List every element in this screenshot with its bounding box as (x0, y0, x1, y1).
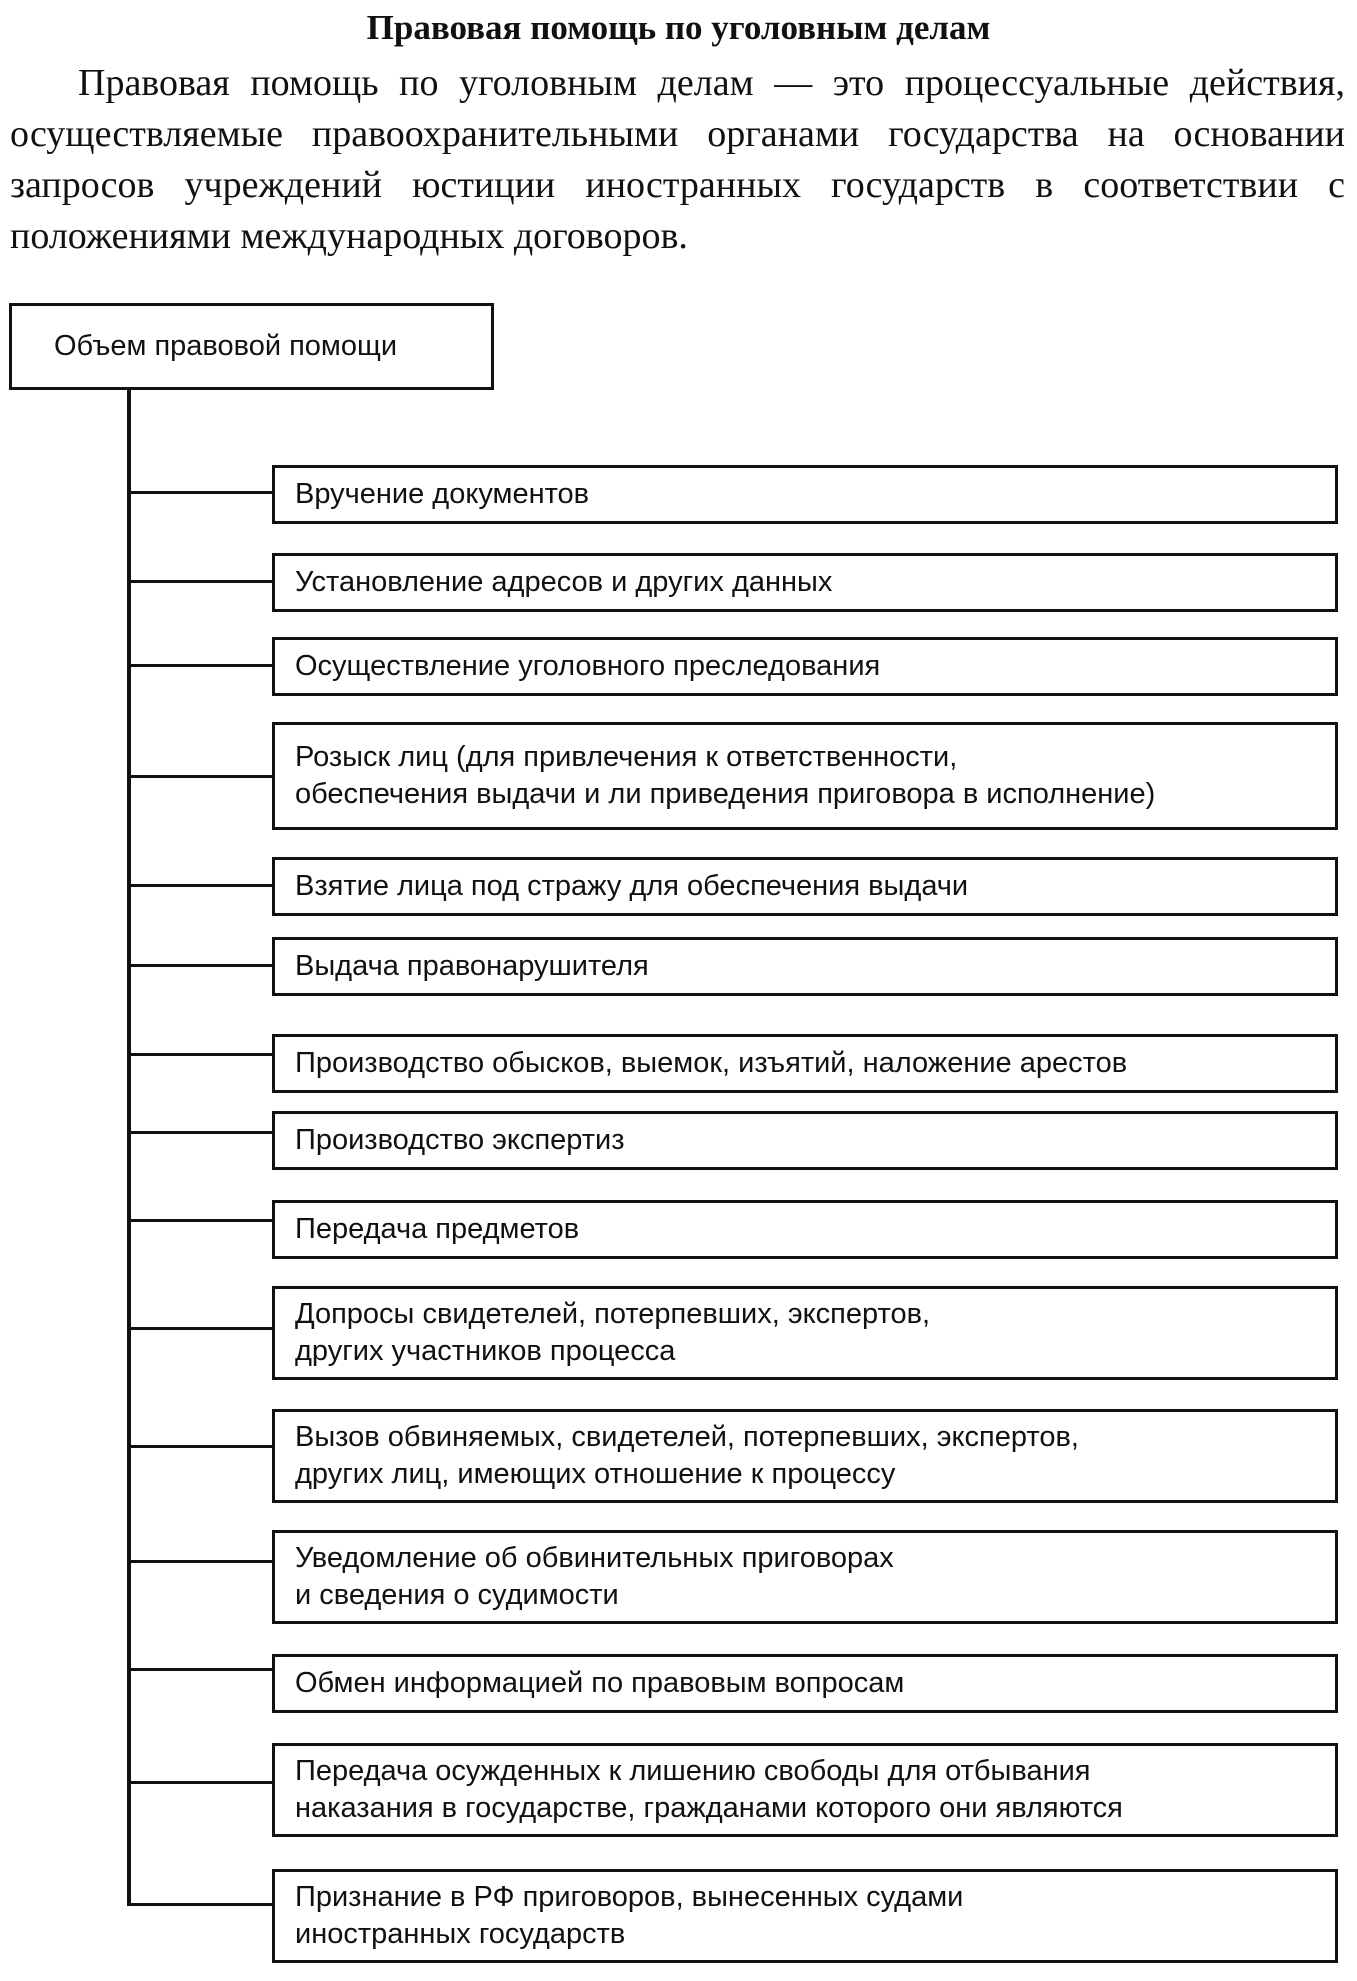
scope-item: Вызов обвиняемых, свидетелей, потерпевших, экспертов, других лиц, имеющих отношение к процессу (272, 1409, 1338, 1503)
root-box-label: Объем правовой помощи (54, 330, 398, 362)
scope-item: Передача осужденных к лишению свободы для отбывания наказания в государстве, гражданами которого они являются (272, 1743, 1338, 1837)
scope-item: Производство экспертиз (272, 1111, 1338, 1170)
scope-item: Розыск лиц (для привлечения к ответственности, обеспечения выдачи и ли приведения приговора в исполнение) (272, 722, 1338, 830)
connector (127, 1560, 275, 1563)
scope-item: Взятие лица под стражу для обеспечения выдачи (272, 857, 1338, 916)
connector (127, 884, 275, 887)
scope-item: Признание в РФ приговоров, вынесенных судами иностранных государств (272, 1869, 1338, 1963)
connector (127, 580, 275, 583)
connector (127, 1053, 275, 1056)
connector (127, 664, 275, 667)
scope-item: Выдача правонарушителя (272, 937, 1338, 996)
root-box (9, 303, 494, 390)
scope-item: Установление адресов и других данных (272, 553, 1338, 612)
connector (127, 1327, 275, 1330)
connector (127, 1668, 275, 1671)
connector (127, 491, 275, 494)
scope-item: Производство обысков, выемок, изъятий, наложение арестов (272, 1034, 1338, 1093)
trunk-line (127, 388, 131, 1905)
page-title: Правовая помощь по уголовным делам (366, 8, 991, 47)
scope-item: Уведомление об обвинительных приговорах и сведения о судимости (272, 1530, 1338, 1624)
scope-item: Допросы свидетелей, потерпевших, экспертов, других участников процесса (272, 1286, 1338, 1380)
connector (127, 1781, 275, 1784)
connector (127, 1903, 275, 1906)
intro-paragraph: Правовая помощь по уголовным делам — это процессуальные действия, осуществляемые правоохранительными органами государства на основании запросов учреждений юстиции иностранных государств в соответствии с положениями международных договоров. (10, 62, 1345, 257)
connector (127, 1219, 275, 1222)
connector (127, 964, 275, 967)
scope-item: Обмен информацией по правовым вопросам (272, 1654, 1338, 1713)
connector (127, 1131, 275, 1134)
connector (127, 775, 275, 778)
scope-item: Осуществление уголовного преследования (272, 637, 1338, 696)
scope-item: Передача предметов (272, 1200, 1338, 1259)
scope-item: Вручение документов (272, 465, 1338, 524)
connector (127, 1445, 275, 1448)
